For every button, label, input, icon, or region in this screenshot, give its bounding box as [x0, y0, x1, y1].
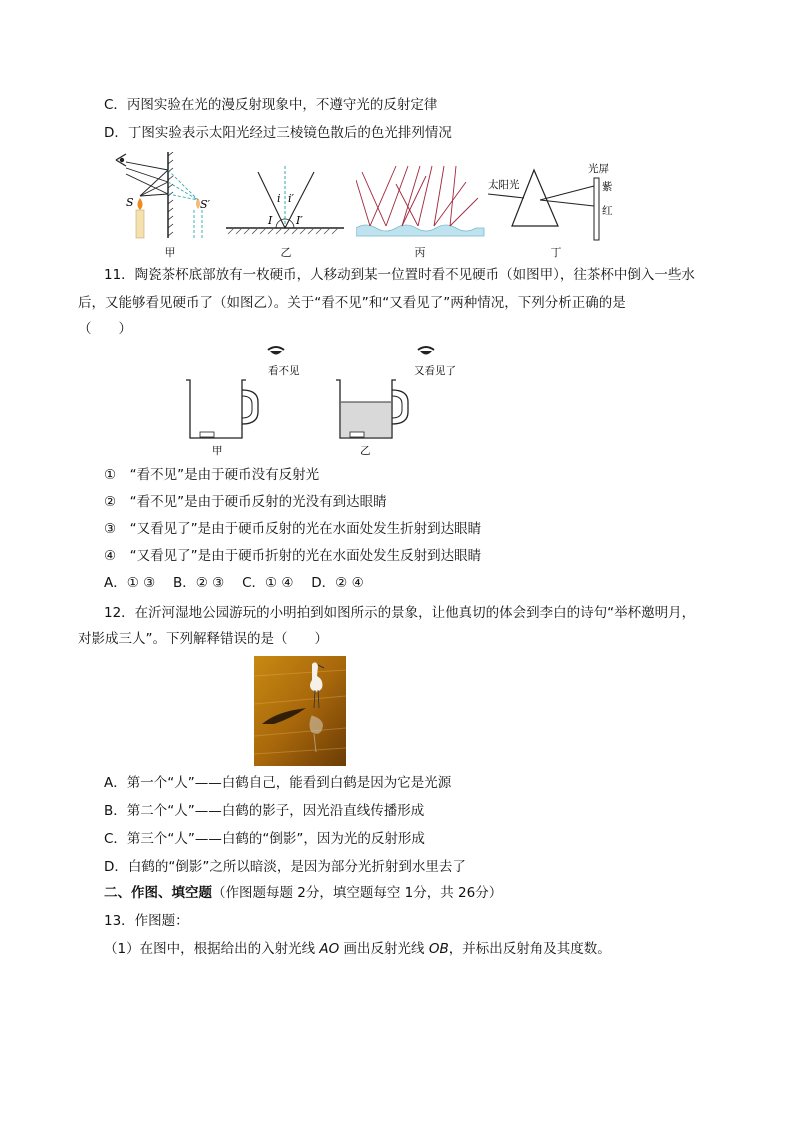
label-s: S [126, 196, 134, 209]
eye-icon-left [268, 347, 284, 355]
crane-photo [254, 656, 346, 766]
flame [138, 198, 143, 210]
figure-yi [226, 162, 346, 242]
label-big-i-prime: I′ [296, 214, 303, 227]
coin-left [200, 432, 214, 437]
q10-option-c: C．丙图实验在光的漫反射现象中，不遵守光的反射定律 [104, 97, 438, 113]
q13-sub1-text-a: （1）在图中，根据给出的入射光线 [104, 941, 320, 957]
label-see-again: 又看见了 [414, 365, 456, 377]
q11-choices: A．① ③ B．② ③ C．① ④ D．② ④ [104, 575, 364, 591]
q12-option-c: C．第三个“人”——白鹤的“倒影”，因为光的反射形成 [104, 831, 425, 847]
eye-icon [116, 154, 126, 166]
cup-right [336, 380, 408, 438]
label-screen: 光屏 [588, 163, 609, 175]
screen [594, 178, 599, 240]
q13-stem: 13．作图题： [104, 913, 189, 929]
figure-bing [356, 162, 486, 242]
candle [136, 210, 144, 238]
caption-ding: 丁 [550, 246, 562, 259]
eye-icon-right [418, 347, 434, 355]
q13-sub1 [104, 940, 611, 958]
cup-left [186, 380, 258, 438]
q13-sub1-text-c: ，并标出反射角及其度数。 [448, 941, 611, 957]
q13-sub1-ao: AO [319, 941, 340, 957]
label-big-i: I [268, 214, 273, 227]
figure-jia [112, 152, 222, 252]
section-title: 二、作图、填空题 [104, 885, 212, 901]
q10-option-d: D．丁图实验表示太阳光经过三棱镜色散后的色光排列情况 [104, 125, 452, 141]
label-purple: 紫 [602, 181, 613, 193]
label-cannot-see: 看不见 [268, 365, 300, 377]
label-i: i [277, 192, 281, 205]
caption-bing: 丙 [414, 246, 426, 259]
q11-item-1: ① “看不见”是由于硬币没有反射光 [104, 467, 320, 483]
coin-right [350, 432, 364, 437]
q13-sub1-text-b: 画出反射光线 [339, 941, 429, 957]
q12-option-d: D．白鹤的“倒影”之所以暗淡，是因为部分光折射到水里去了 [104, 859, 466, 875]
section-heading [104, 884, 502, 902]
q12-option-b: B．第二个“人”——白鹤的影子，因光沿直线传播形成 [104, 803, 425, 819]
section-note: （作图题每题 2分，填空题每空 1分，共 26分） [212, 885, 503, 901]
q13-sub1-ob: OB [428, 941, 449, 957]
caption-cup-right: 乙 [360, 445, 371, 457]
label-red: 红 [602, 205, 613, 217]
caption-jia: 甲 [164, 246, 176, 259]
q12-stem-line1: 12．在沂河湿地公园游玩的小明拍到如图所示的景象，让他真切的体会到李白的诗句“举杯邀明月， [104, 605, 696, 621]
q11-stem-line3: （ ） [78, 321, 132, 337]
caption-cup-left: 甲 [212, 445, 223, 457]
label-i-prime: i′ [288, 192, 295, 205]
q12-option-a: A．第一个“人”——白鹤自己，能看到白鹤是因为它是光源 [104, 775, 452, 791]
q11-item-3: ③ “又看见了”是由于硬币反射的光在水面处发生折射到达眼睛 [104, 521, 482, 537]
q11-stem-line2: 后，又能够看见硬币了（如图乙）。关于“看不见”和“又看见了”两种情况，下列分析正确的是 [78, 295, 626, 311]
q11-stem-line1: 11．陶瓷茶杯底部放有一枚硬币，人移动到某一位置时看不见硬币（如图甲），往茶杯中倒入一些水 [104, 267, 695, 283]
q11-item-4: ④ “又看见了”是由于硬币折射的光在水面处发生反射到达眼睛 [104, 548, 482, 564]
figure-ding [488, 160, 618, 246]
q12-stem-line2: 对影成三人”。下列解释错误的是（ ） [78, 631, 328, 647]
label-sunlight: 太阳光 [488, 179, 520, 191]
figure-cups [184, 342, 474, 458]
label-s-prime: S′ [200, 198, 211, 211]
q11-item-2: ② “看不见”是由于硬币反射的光没有到达眼睛 [104, 494, 387, 510]
caption-yi: 乙 [280, 246, 292, 259]
